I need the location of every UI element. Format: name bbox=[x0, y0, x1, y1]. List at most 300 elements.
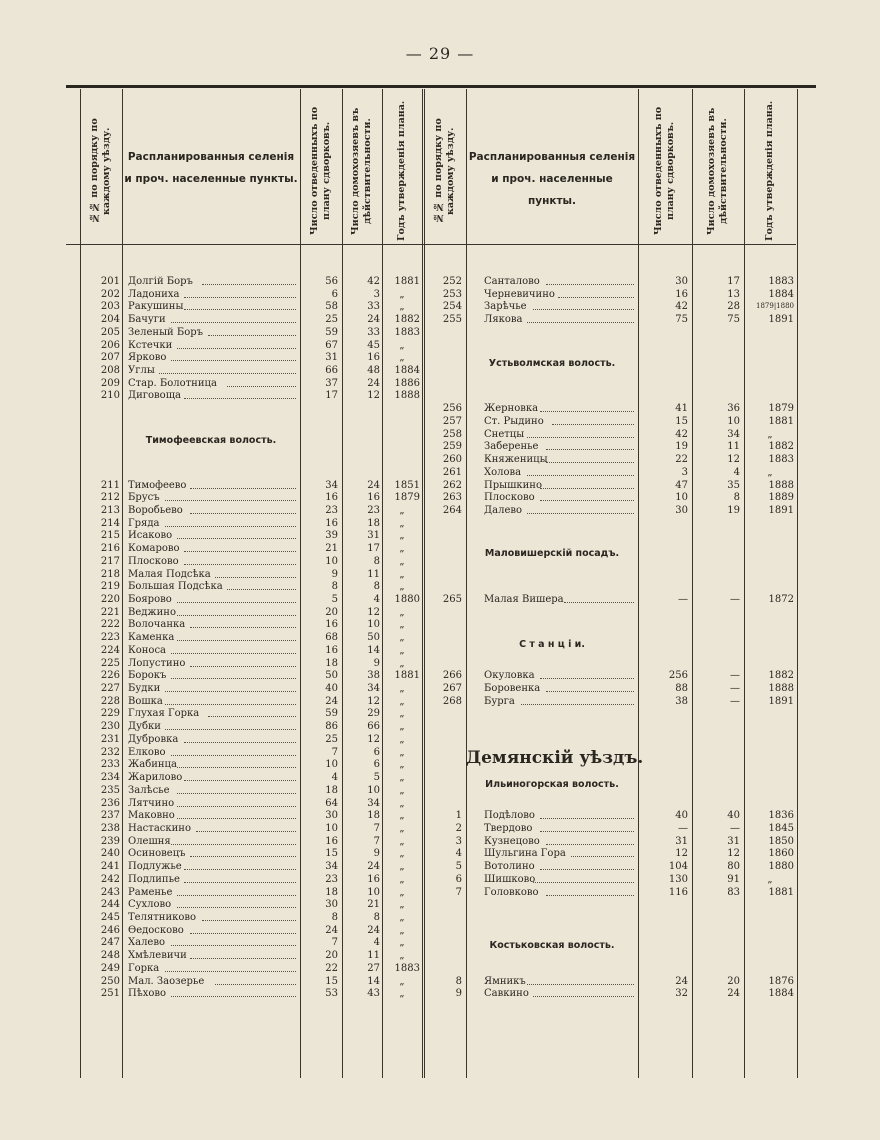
plots-count: 23 bbox=[325, 873, 338, 885]
settlement-name: Санталово bbox=[484, 276, 540, 287]
approval-year: „ bbox=[767, 466, 773, 478]
table-row bbox=[0, 568, 880, 581]
row-number: 213 bbox=[100, 504, 120, 516]
header-plots: Число отведенныхъ по плану сдворковъ. bbox=[309, 106, 332, 236]
households-count: 34 bbox=[367, 797, 380, 809]
row-number: 262 bbox=[442, 479, 462, 491]
row-number: 231 bbox=[100, 733, 120, 745]
plots-count: — bbox=[678, 822, 688, 834]
row-number: 263 bbox=[442, 492, 462, 504]
settlement-name: Пѣхово bbox=[128, 988, 167, 1000]
plots-count: 86 bbox=[325, 721, 338, 733]
row-number: 3 bbox=[455, 835, 462, 847]
plots-count: 130 bbox=[668, 873, 688, 885]
row-number: 218 bbox=[100, 568, 120, 580]
dot-leader bbox=[177, 615, 296, 616]
plots-count: 22 bbox=[325, 962, 338, 974]
row-number: 204 bbox=[100, 314, 120, 326]
households-count: 28 bbox=[727, 301, 740, 313]
plots-count: 10 bbox=[325, 822, 338, 834]
dot-leader bbox=[165, 526, 296, 527]
approval-year: 1882 bbox=[768, 441, 794, 453]
row-number: 252 bbox=[442, 276, 462, 287]
row-number: 255 bbox=[442, 314, 462, 326]
settlement-name: Будки bbox=[128, 683, 161, 695]
households-count: 66 bbox=[367, 721, 380, 733]
plots-count: 37 bbox=[325, 377, 338, 389]
households-count: 8 bbox=[733, 492, 740, 504]
row-number: 266 bbox=[442, 670, 462, 682]
settlement-name: Долгій Боръ bbox=[128, 276, 193, 287]
dot-leader bbox=[564, 602, 634, 603]
row-number: 247 bbox=[100, 937, 120, 949]
plots-count: 5 bbox=[331, 594, 338, 605]
settlement-name: Дубровка bbox=[128, 733, 179, 745]
approval-year: „ bbox=[399, 937, 405, 949]
households-count: 24 bbox=[367, 924, 380, 936]
settlement-name: Осиновецъ bbox=[128, 848, 186, 860]
dot-leader bbox=[208, 716, 296, 717]
row-number: 207 bbox=[100, 352, 120, 364]
plots-count: 39 bbox=[325, 530, 338, 542]
plots-count: 256 bbox=[668, 670, 688, 682]
settlement-name: Плосково bbox=[128, 555, 179, 567]
approval-year: „ bbox=[399, 683, 405, 695]
plots-count: 10 bbox=[325, 555, 338, 567]
table-row bbox=[0, 822, 880, 835]
households-count: 24 bbox=[727, 988, 740, 1000]
dot-leader bbox=[184, 742, 296, 743]
households-count: 21 bbox=[367, 899, 380, 911]
households-count: 83 bbox=[727, 886, 740, 898]
households-count: 10 bbox=[367, 886, 380, 898]
dot-leader bbox=[527, 437, 634, 438]
plots-count: 7 bbox=[331, 937, 338, 949]
plots-count: 18 bbox=[325, 784, 338, 796]
table-row bbox=[0, 720, 880, 733]
approval-year: 1881 bbox=[394, 276, 420, 287]
households-count: 17 bbox=[727, 276, 740, 287]
section-heading: Костьковская волость. bbox=[489, 940, 615, 952]
table-row bbox=[0, 339, 880, 352]
settlement-name: Ладониха bbox=[128, 288, 180, 300]
settlement-name: Снетцы bbox=[484, 428, 525, 440]
approval-year: 1883 bbox=[394, 962, 420, 974]
settlement-name: Диговоща bbox=[128, 390, 181, 402]
header-settlements-line1: Распланированныя селенія bbox=[127, 151, 295, 163]
table-row bbox=[0, 797, 880, 810]
plots-count: 16 bbox=[675, 288, 688, 300]
approval-year: 1886 bbox=[394, 377, 420, 389]
plots-count: 31 bbox=[675, 835, 688, 847]
table-row bbox=[0, 606, 880, 619]
approval-year: 1883 bbox=[768, 454, 794, 466]
plots-count: 22 bbox=[675, 454, 688, 466]
settlement-name: Борокъ bbox=[128, 670, 167, 682]
settlement-name: Тимофеево bbox=[128, 479, 187, 491]
row-number: 258 bbox=[442, 428, 462, 440]
approval-year: „ bbox=[399, 784, 405, 796]
approval-year: 1850 bbox=[768, 835, 794, 847]
households-count: 80 bbox=[727, 861, 740, 873]
dot-leader bbox=[527, 513, 634, 514]
row-number: 203 bbox=[100, 301, 120, 313]
row-number: 245 bbox=[100, 912, 120, 923]
plots-count: 6 bbox=[331, 288, 338, 300]
approval-year: „ bbox=[399, 530, 405, 542]
row-number: 223 bbox=[100, 632, 120, 644]
approval-year: 1888 bbox=[394, 390, 420, 402]
settlement-name: Стар. Болотница bbox=[128, 377, 217, 389]
dot-leader bbox=[540, 678, 634, 679]
approval-year: 1879 bbox=[394, 492, 420, 504]
table-row bbox=[0, 987, 880, 1000]
approval-year: „ bbox=[399, 568, 405, 580]
table-row bbox=[0, 860, 880, 873]
dot-leader bbox=[571, 856, 634, 857]
row-number: 257 bbox=[442, 415, 462, 427]
header-settlements bbox=[466, 146, 638, 212]
plots-count: 104 bbox=[668, 861, 688, 873]
table-row bbox=[0, 618, 880, 631]
section-heading: Ильиногорская волость. bbox=[485, 778, 619, 790]
approval-year: „ bbox=[399, 288, 405, 300]
table-row bbox=[0, 631, 880, 644]
row-number: 225 bbox=[100, 657, 120, 669]
approval-year: 1851 bbox=[394, 479, 420, 491]
plots-count: 40 bbox=[325, 683, 338, 695]
row-number: 214 bbox=[100, 517, 120, 529]
uezd-heading: Демянскій уѣздъ. bbox=[466, 748, 644, 768]
settlement-name: Ямникъ bbox=[484, 975, 526, 987]
row-number: 234 bbox=[100, 772, 120, 784]
households-count: 5 bbox=[373, 772, 380, 784]
households-count: 10 bbox=[367, 784, 380, 796]
plots-count: 67 bbox=[325, 339, 338, 351]
plots-count: 88 bbox=[675, 683, 688, 695]
households-count: 8 bbox=[373, 912, 380, 923]
households-count: — bbox=[730, 670, 740, 682]
approval-year: „ bbox=[399, 517, 405, 529]
settlement-name: Бачуги bbox=[128, 314, 166, 326]
dot-leader bbox=[546, 462, 634, 463]
approval-year: „ bbox=[399, 924, 405, 936]
table-row bbox=[0, 580, 880, 593]
approval-year: „ bbox=[399, 555, 405, 567]
plots-count: 16 bbox=[325, 492, 338, 504]
plots-count: 25 bbox=[325, 733, 338, 745]
households-count: 34 bbox=[727, 428, 740, 440]
header-year: Годъ утвержденія плана. bbox=[764, 100, 775, 242]
households-count: 20 bbox=[727, 975, 740, 987]
header-households: Число домохозяевъ въ дѣйствительности. bbox=[706, 107, 729, 235]
row-number: 267 bbox=[442, 683, 462, 695]
dot-leader bbox=[540, 500, 634, 501]
table-row bbox=[0, 758, 880, 771]
plots-count: 30 bbox=[675, 276, 688, 287]
plots-count: 15 bbox=[675, 415, 688, 427]
table-row bbox=[0, 733, 880, 746]
settlement-name: Кстечки bbox=[128, 339, 173, 351]
header-settlements bbox=[122, 146, 300, 190]
row-number: 241 bbox=[100, 861, 120, 873]
row-number: 202 bbox=[100, 288, 120, 300]
row-number: 261 bbox=[442, 466, 462, 478]
dot-leader bbox=[171, 945, 296, 946]
settlement-name: Лятчино bbox=[128, 797, 175, 809]
approval-year: „ bbox=[399, 912, 405, 923]
table-row bbox=[0, 911, 880, 924]
dot-leader bbox=[184, 564, 296, 565]
header-year: Годъ утвержденія плана. bbox=[396, 100, 407, 242]
row-number: 243 bbox=[100, 886, 120, 898]
households-count: 4 bbox=[373, 937, 380, 949]
section-heading: Устьволмская волость. bbox=[488, 357, 616, 369]
settlement-name: Телятниково bbox=[128, 912, 197, 923]
dot-leader bbox=[177, 538, 296, 539]
households-count: 24 bbox=[367, 314, 380, 326]
plots-count: 24 bbox=[675, 975, 688, 987]
plots-count: 58 bbox=[325, 301, 338, 313]
row-number: 253 bbox=[442, 288, 462, 300]
approval-year: „ bbox=[399, 708, 405, 720]
table-row bbox=[0, 695, 880, 708]
row-number: 260 bbox=[442, 454, 462, 466]
dot-leader bbox=[190, 627, 296, 628]
plots-count: 59 bbox=[325, 326, 338, 338]
approval-year: „ bbox=[399, 822, 405, 834]
settlement-name: Боровенка bbox=[484, 683, 541, 695]
settlement-name: Углы bbox=[128, 365, 155, 377]
settlement-name: Плосково bbox=[484, 492, 535, 504]
settlement-name: Малая Подсѣка bbox=[128, 568, 211, 580]
settlement-name: Твердово bbox=[484, 822, 533, 834]
dot-leader bbox=[165, 729, 296, 730]
table-row bbox=[0, 529, 880, 542]
plots-count: 59 bbox=[325, 708, 338, 720]
settlement-name: Черневичино bbox=[484, 288, 555, 300]
plots-count: 16 bbox=[325, 644, 338, 656]
approval-year: „ bbox=[399, 810, 405, 822]
households-count: 9 bbox=[373, 848, 380, 860]
settlement-name: Гряда bbox=[128, 517, 160, 529]
row-number: 248 bbox=[100, 950, 120, 962]
dot-leader bbox=[177, 806, 296, 807]
households-count: 4 bbox=[373, 594, 380, 605]
dot-leader bbox=[533, 309, 634, 310]
settlement-name: Хмѣлевичи bbox=[128, 950, 187, 962]
row-number: 219 bbox=[100, 581, 120, 593]
table-row bbox=[0, 313, 880, 326]
plots-count: 8 bbox=[331, 912, 338, 923]
households-count: 9 bbox=[373, 657, 380, 669]
table-row bbox=[0, 936, 880, 952]
table-row bbox=[0, 364, 880, 377]
table-row bbox=[0, 898, 880, 911]
dot-leader bbox=[533, 996, 634, 997]
table-row bbox=[0, 707, 880, 720]
dot-leader bbox=[184, 551, 296, 552]
approval-year: 1889 bbox=[768, 492, 794, 504]
table-row bbox=[0, 402, 880, 415]
households-count: 31 bbox=[727, 835, 740, 847]
approval-year: 1884 bbox=[768, 288, 794, 300]
row-number: 232 bbox=[100, 746, 120, 758]
plots-count: 18 bbox=[325, 886, 338, 898]
dot-leader bbox=[533, 882, 634, 883]
settlement-name: Ярково bbox=[128, 352, 167, 364]
settlement-name: Головково bbox=[484, 886, 539, 898]
table-row bbox=[0, 847, 880, 860]
row-number: 216 bbox=[100, 543, 120, 555]
households-count: 12 bbox=[367, 606, 380, 618]
approval-year: 1882 bbox=[394, 314, 420, 326]
row-number: 224 bbox=[100, 644, 120, 656]
table-row bbox=[0, 542, 880, 555]
plots-count: 40 bbox=[675, 810, 688, 822]
row-number: 237 bbox=[100, 810, 120, 822]
approval-year: 1891 bbox=[768, 314, 794, 326]
approval-year: 1860 bbox=[768, 848, 794, 860]
settlement-name: Кузнецово bbox=[484, 835, 540, 847]
plots-count: — bbox=[678, 594, 688, 605]
plots-count: 64 bbox=[325, 797, 338, 809]
households-count: 8 bbox=[373, 555, 380, 567]
households-count: 10 bbox=[727, 415, 740, 427]
table-row bbox=[0, 924, 880, 937]
dot-leader bbox=[190, 958, 296, 959]
row-number: 244 bbox=[100, 899, 120, 911]
row-number: 227 bbox=[100, 683, 120, 695]
settlement-name: Далево bbox=[484, 504, 523, 516]
row-number: 264 bbox=[442, 504, 462, 516]
approval-year: „ bbox=[399, 797, 405, 809]
plots-count: 41 bbox=[675, 403, 688, 415]
dot-leader bbox=[540, 411, 634, 412]
settlement-name: Раменье bbox=[128, 886, 173, 898]
households-count: 12 bbox=[367, 733, 380, 745]
households-count: 34 bbox=[367, 683, 380, 695]
table-row bbox=[0, 975, 880, 988]
dot-leader bbox=[171, 360, 296, 361]
table-row bbox=[0, 962, 880, 975]
plots-count: 12 bbox=[675, 848, 688, 860]
row-number: 250 bbox=[100, 975, 120, 987]
dot-leader bbox=[227, 386, 296, 387]
table-row bbox=[0, 377, 880, 390]
approval-year: 1888 bbox=[768, 683, 794, 695]
settlement-name: Исаково bbox=[128, 530, 173, 542]
settlement-name: Маковно bbox=[128, 810, 175, 822]
plots-count: 16 bbox=[325, 517, 338, 529]
plots-count: 3 bbox=[681, 466, 688, 478]
households-count: 40 bbox=[727, 810, 740, 822]
row-number: 226 bbox=[100, 670, 120, 682]
plots-count: 75 bbox=[675, 314, 688, 326]
dot-leader bbox=[215, 577, 296, 578]
households-count: 16 bbox=[367, 352, 380, 364]
row-number: 233 bbox=[100, 759, 120, 771]
approval-year: „ bbox=[399, 899, 405, 911]
plots-count: 21 bbox=[325, 543, 338, 555]
plots-count: 15 bbox=[325, 848, 338, 860]
approval-year: „ bbox=[399, 733, 405, 745]
dot-leader bbox=[177, 793, 296, 794]
dot-leader bbox=[540, 869, 634, 870]
plots-count: 19 bbox=[675, 441, 688, 453]
settlement-name: Комарово bbox=[128, 543, 180, 555]
section-heading: Тимофеевская волость. bbox=[145, 435, 277, 447]
row-number: 265 bbox=[442, 594, 462, 605]
dot-leader bbox=[527, 475, 634, 476]
plots-count: 16 bbox=[325, 619, 338, 631]
approval-year: „ bbox=[399, 352, 405, 364]
dot-leader bbox=[190, 933, 296, 934]
households-count: 33 bbox=[367, 301, 380, 313]
approval-year: 1876 bbox=[768, 975, 794, 987]
plots-count: 10 bbox=[325, 759, 338, 771]
households-count: 24 bbox=[367, 377, 380, 389]
approval-year: 1884 bbox=[768, 988, 794, 1000]
row-number: 254 bbox=[442, 301, 462, 313]
approval-year: „ bbox=[399, 988, 405, 1000]
settlement-name: Дубки bbox=[128, 721, 161, 733]
table-row bbox=[0, 771, 880, 784]
settlement-name: Лякова bbox=[484, 314, 523, 326]
table-row bbox=[0, 326, 880, 339]
settlement-name: Волочанка bbox=[128, 619, 186, 631]
plots-count: 42 bbox=[675, 301, 688, 313]
plots-count: 20 bbox=[325, 950, 338, 962]
header-settlements-line2: и проч. населенные пункты. bbox=[124, 173, 298, 185]
approval-year: 1879|1880 bbox=[756, 302, 794, 311]
row-number: 4 bbox=[455, 848, 462, 860]
settlement-name: Каменка bbox=[128, 632, 175, 644]
households-count: 11 bbox=[367, 950, 380, 962]
plots-count: 30 bbox=[675, 504, 688, 516]
settlement-name: Воробьево bbox=[128, 504, 183, 516]
table-row bbox=[0, 809, 880, 822]
households-count: 48 bbox=[367, 365, 380, 377]
plots-count: 47 bbox=[675, 479, 688, 491]
households-count: 13 bbox=[727, 288, 740, 300]
dot-leader bbox=[540, 831, 634, 832]
settlement-name: Глухая Горка bbox=[128, 708, 200, 720]
table-row bbox=[0, 886, 880, 899]
settlement-name: Зеленый Боръ bbox=[128, 326, 204, 338]
households-count: 12 bbox=[367, 695, 380, 707]
households-count: — bbox=[730, 695, 740, 707]
header-plots: Число отведенныхъ по плану сдворковъ. bbox=[653, 106, 676, 236]
plots-count: 32 bbox=[675, 988, 688, 1000]
households-count: 12 bbox=[727, 454, 740, 466]
settlement-name: Жабинца bbox=[128, 759, 177, 771]
dot-leader bbox=[177, 767, 296, 768]
approval-year: 1879 bbox=[768, 403, 794, 415]
row-number: 259 bbox=[442, 441, 462, 453]
table-row bbox=[0, 949, 880, 962]
plots-count: 20 bbox=[325, 606, 338, 618]
row-number: 210 bbox=[100, 390, 120, 402]
table-row bbox=[0, 835, 880, 848]
plots-count: 23 bbox=[325, 504, 338, 516]
households-count: — bbox=[730, 683, 740, 695]
settlement-name: Веджино bbox=[128, 606, 176, 618]
approval-year: „ bbox=[399, 543, 405, 555]
row-number: 221 bbox=[100, 606, 120, 618]
header-number: №№ по порядку по каждому уѣзду. bbox=[89, 118, 112, 224]
table-row bbox=[0, 644, 880, 657]
